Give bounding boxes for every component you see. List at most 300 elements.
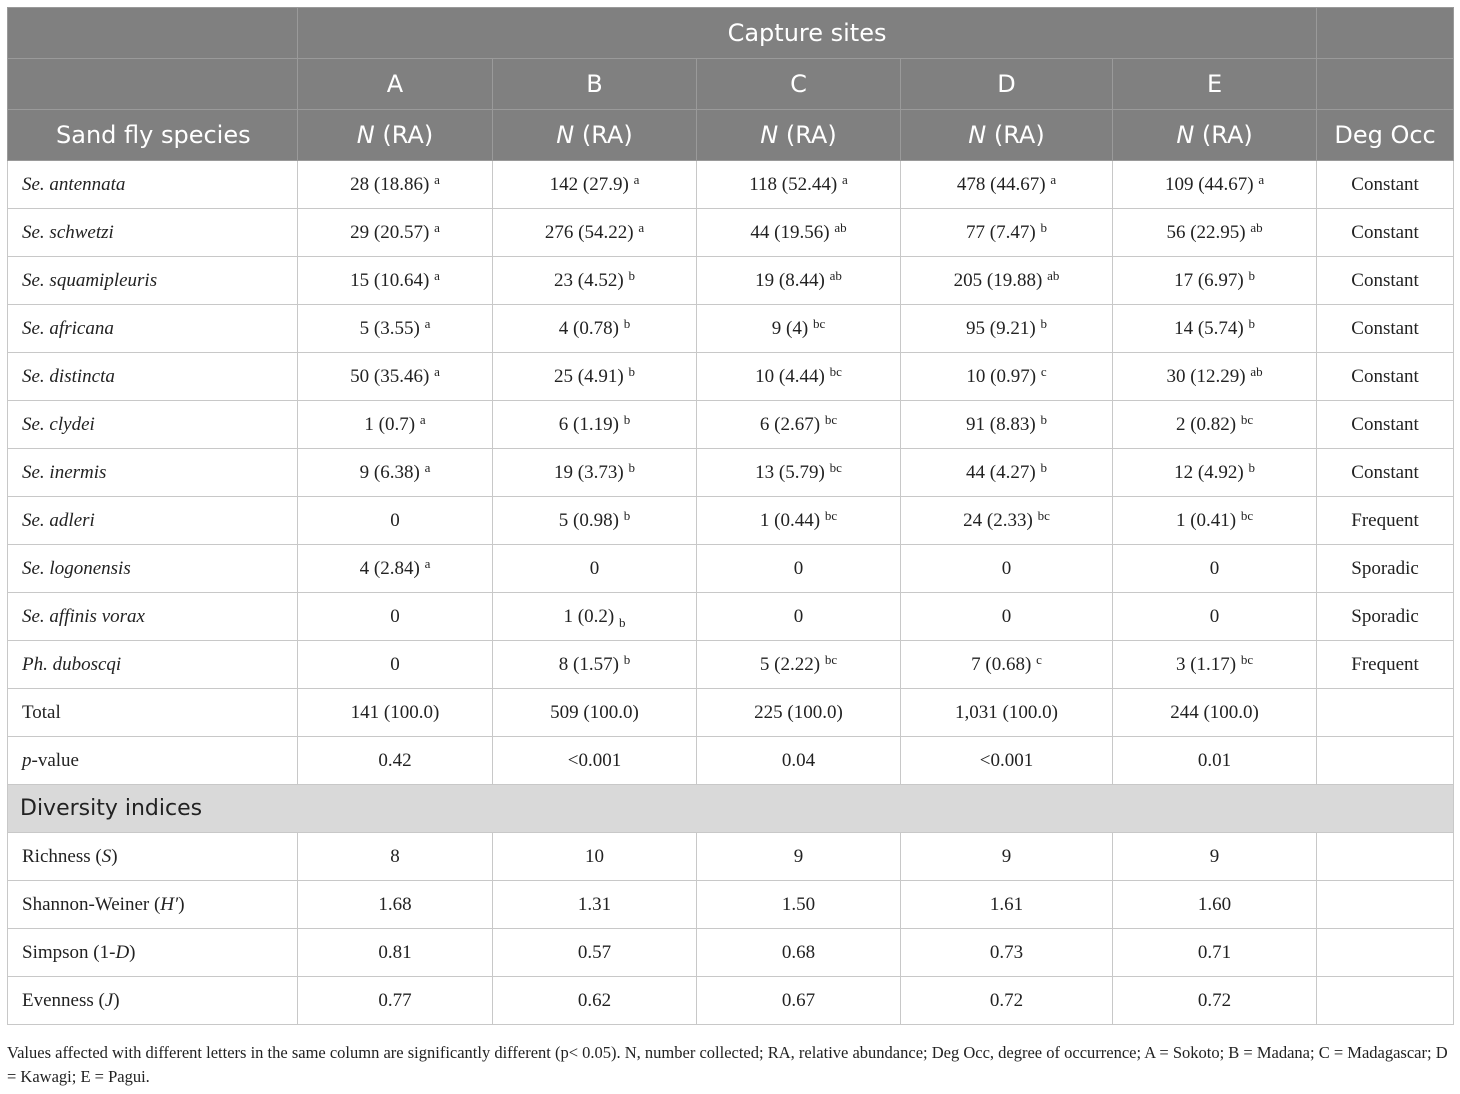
- site-header: C: [697, 59, 901, 110]
- diversity-row: [8, 977, 1454, 1025]
- count-value: 1 (0.44): [759, 509, 821, 531]
- significance-letter: bc: [1240, 507, 1254, 523]
- n-ra-rest: (RA): [778, 121, 837, 149]
- diversity-cell: [298, 929, 493, 977]
- pvalue-cell: [493, 737, 697, 785]
- significance-letter: a: [424, 555, 431, 571]
- diversity-value: 8: [390, 845, 400, 867]
- abundance-cell: [493, 545, 697, 593]
- significance-letter: c: [1040, 363, 1047, 379]
- species-label: Ph. duboscqi: [22, 653, 122, 675]
- abundance-cell: [1113, 545, 1317, 593]
- table-row: [8, 161, 1454, 209]
- abundance-cell: [901, 449, 1113, 497]
- significance-letter: ab: [829, 267, 842, 283]
- occurrence-cell: [1317, 353, 1454, 401]
- count-value: 10 (0.97): [966, 365, 1037, 387]
- n-ra-rest: (RA): [574, 121, 633, 149]
- deg-occ-header: Deg Occ: [1317, 110, 1454, 161]
- diversity-label: [8, 833, 298, 881]
- diversity-value: 1.50: [781, 893, 816, 915]
- n-ra-header: [298, 110, 493, 161]
- significance-letter: b: [623, 507, 631, 523]
- occurrence-value: Constant: [1351, 221, 1419, 243]
- n-ra-header: [697, 110, 901, 161]
- abundance-cell: [697, 449, 901, 497]
- count-value: 2 (0.82): [1175, 413, 1237, 435]
- species-name: [8, 497, 298, 545]
- site-header: D: [901, 59, 1113, 110]
- abundance-cell: [298, 497, 493, 545]
- abundance-cell: [697, 257, 901, 305]
- significance-letter: bc: [829, 459, 842, 475]
- species-name: [8, 449, 298, 497]
- table-row: [8, 497, 1454, 545]
- total-cell: [901, 689, 1113, 737]
- count-value: 5 (3.55): [359, 317, 420, 339]
- significance-letter: b: [623, 315, 631, 331]
- count-value: 9 (4): [771, 317, 809, 339]
- count-value: 7 (0.68): [971, 653, 1032, 675]
- abundance-cell: [493, 593, 697, 641]
- diversity-cell: [901, 929, 1113, 977]
- count-value: 6 (2.67): [759, 413, 821, 435]
- diversity-label-symbol: S: [101, 845, 112, 867]
- species-name: [8, 209, 298, 257]
- species-label: Se. antennata: [22, 173, 126, 195]
- count-value: 8 (1.57): [558, 653, 619, 675]
- diversity-label-post: ): [111, 845, 118, 867]
- count-value: 9 (6.38): [359, 461, 420, 483]
- count-value: 5 (2.22): [759, 653, 821, 675]
- occurrence-value: Constant: [1351, 365, 1419, 387]
- significance-letter: a: [638, 219, 645, 235]
- diversity-label-symbol: J: [104, 989, 114, 1011]
- abundance-cell: [1113, 497, 1317, 545]
- count-value: 478 (44.67): [956, 173, 1046, 195]
- diversity-value: 1.60: [1197, 893, 1232, 915]
- diversity-value: 0.81: [378, 941, 412, 963]
- diversity-cell: [298, 881, 493, 929]
- header-empty-cell: [8, 59, 298, 110]
- diversity-value: 1.61: [989, 893, 1024, 915]
- significance-letter: b: [1248, 267, 1255, 283]
- diversity-cell: [1113, 977, 1317, 1025]
- diversity-cell: [298, 977, 493, 1025]
- diversity-row: [8, 833, 1454, 881]
- pvalue-value: <0.001: [567, 749, 622, 771]
- site-header: E: [1113, 59, 1317, 110]
- n-ra-header: [493, 110, 697, 161]
- count-value: 24 (2.33): [963, 509, 1033, 531]
- occurrence-cell: [1317, 545, 1454, 593]
- count-value: 91 (8.83): [966, 413, 1036, 435]
- count-value: 77 (7.47): [966, 221, 1036, 243]
- species-label: Se. africana: [22, 317, 114, 339]
- species-name: [8, 257, 298, 305]
- significance-letter: b: [1040, 459, 1047, 475]
- abundance-cell: [1113, 641, 1317, 689]
- significance-letter: a: [1050, 171, 1057, 187]
- diversity-cell: [1113, 929, 1317, 977]
- diversity-value: 0.72: [989, 989, 1024, 1011]
- pvalue-cell: [1113, 737, 1317, 785]
- pvalue-cell: [901, 737, 1113, 785]
- significance-letter: a: [434, 219, 440, 235]
- significance-letter: b: [628, 459, 635, 475]
- abundance-cell: [493, 449, 697, 497]
- diversity-cell: [901, 977, 1113, 1025]
- abundance-cell: [697, 161, 901, 209]
- species-name: [8, 305, 298, 353]
- diversity-value: 0.72: [1197, 989, 1232, 1011]
- n-ra-header: [1113, 110, 1317, 161]
- abundance-cell: [901, 641, 1113, 689]
- species-name: [8, 641, 298, 689]
- abundance-cell: [901, 161, 1113, 209]
- occurrence-cell: [1317, 449, 1454, 497]
- diversity-label-pre: Evenness (: [22, 989, 105, 1011]
- diversity-label-pre: Shannon-Weiner (: [22, 893, 161, 915]
- table-row: [8, 449, 1454, 497]
- diversity-value: 0.77: [378, 989, 412, 1011]
- n-ra-rest: (RA): [986, 121, 1045, 149]
- significance-letter: b: [628, 363, 635, 379]
- abundance-cell: [697, 545, 901, 593]
- n-italic: N: [356, 121, 375, 149]
- table-row: [8, 257, 1454, 305]
- occurrence-value: Sporadic: [1351, 557, 1419, 579]
- total-value: 509 (100.0): [550, 701, 639, 723]
- occurrence-cell: [1317, 497, 1454, 545]
- significance-letter: bc: [1037, 507, 1050, 523]
- table-row: [8, 593, 1454, 641]
- occurrence-cell: [1317, 209, 1454, 257]
- occurrence-value: Sporadic: [1351, 605, 1419, 627]
- diversity-value: 0.71: [1197, 941, 1232, 963]
- diversity-label-symbol: D: [115, 941, 130, 963]
- count-value: 44 (4.27): [966, 461, 1036, 483]
- species-name: [8, 161, 298, 209]
- abundance-cell: [1113, 161, 1317, 209]
- species-name: [8, 593, 298, 641]
- significance-letter: bc: [824, 507, 838, 523]
- abundance-cell: [298, 161, 493, 209]
- header-empty-cell: [8, 8, 298, 59]
- significance-letter: bc: [1240, 651, 1254, 667]
- abundance-cell: [1113, 353, 1317, 401]
- pvalue-value: 0.01: [1197, 749, 1232, 771]
- significance-letter: a: [841, 171, 848, 187]
- empty-cell: [1317, 833, 1454, 881]
- count-value: 0: [1209, 557, 1220, 579]
- count-value: 95 (9.21): [966, 317, 1036, 339]
- total-label: [8, 689, 298, 737]
- abundance-cell: [1113, 401, 1317, 449]
- significance-letter: ab: [1250, 219, 1263, 235]
- diversity-value: 9: [1209, 845, 1220, 867]
- significance-letter: ab: [1047, 267, 1060, 283]
- table-row: [8, 353, 1454, 401]
- pvalue-label-rest: -value: [31, 749, 79, 771]
- species-column-header: Sand fly species: [8, 110, 298, 161]
- site-header: A: [298, 59, 493, 110]
- count-value: 0: [793, 557, 804, 579]
- occurrence-value: Constant: [1351, 173, 1419, 195]
- species-label: Se. logonensis: [22, 557, 131, 579]
- diversity-row: [8, 881, 1454, 929]
- diversity-value: 10: [585, 845, 604, 867]
- pvalue-label: [8, 737, 298, 785]
- count-value: 30 (12.29): [1166, 365, 1246, 387]
- abundance-cell: [697, 641, 901, 689]
- diversity-value: 1.68: [378, 893, 412, 915]
- count-value: 44 (19.56): [750, 221, 830, 243]
- abundance-cell: [298, 593, 493, 641]
- count-value: 3 (1.17): [1175, 653, 1237, 675]
- count-value: 6 (1.19): [558, 413, 619, 435]
- total-cell: [697, 689, 901, 737]
- count-value: 4 (0.78): [558, 317, 619, 339]
- species-name: [8, 353, 298, 401]
- abundance-cell: [298, 257, 493, 305]
- abundance-cell: [493, 497, 697, 545]
- empty-cell: [1317, 977, 1454, 1025]
- occurrence-value: Constant: [1351, 269, 1419, 291]
- pvalue-value: 0.04: [781, 749, 816, 771]
- species-label: Se. inermis: [22, 461, 107, 483]
- significance-letter: bc: [829, 363, 842, 379]
- significance-letter: a: [424, 459, 431, 475]
- abundance-cell: [697, 353, 901, 401]
- header-empty-cell: [1317, 8, 1454, 59]
- count-value: 13 (5.79): [755, 461, 825, 483]
- abundance-cell: [901, 209, 1113, 257]
- pvalue-value: 0.42: [378, 749, 412, 771]
- diversity-label-pre: Richness (: [22, 845, 102, 867]
- pvalue-row: [8, 737, 1454, 785]
- diversity-cell: [901, 833, 1113, 881]
- count-value: 276 (54.22): [544, 221, 634, 243]
- occurrence-cell: [1317, 593, 1454, 641]
- occurrence-cell: [1317, 641, 1454, 689]
- count-value: 0: [1001, 605, 1012, 627]
- species-label: Se. clydei: [22, 413, 95, 435]
- n-italic: N: [556, 121, 575, 149]
- abundance-cell: [298, 305, 493, 353]
- abundance-cell: [298, 449, 493, 497]
- abundance-cell: [493, 641, 697, 689]
- count-value: 5 (0.98): [558, 509, 619, 531]
- abundance-cell: [697, 305, 901, 353]
- occurrence-value: Constant: [1351, 461, 1419, 483]
- n-italic: N: [760, 121, 779, 149]
- n-ra-rest: (RA): [374, 121, 434, 149]
- abundance-cell: [298, 641, 493, 689]
- occurrence-cell: [1317, 401, 1454, 449]
- occurrence-cell: [1317, 257, 1454, 305]
- significance-letter: a: [633, 171, 640, 187]
- table-header: [8, 8, 1454, 161]
- abundance-cell: [298, 545, 493, 593]
- count-value: 142 (27.9): [549, 173, 629, 195]
- occurrence-cell: [1317, 305, 1454, 353]
- abundance-cell: [1113, 209, 1317, 257]
- count-value: 0: [390, 653, 400, 675]
- count-value: 56 (22.95): [1166, 221, 1246, 243]
- diversity-cell: [493, 881, 697, 929]
- significance-letter: b: [623, 651, 631, 667]
- pvalue-cell: [298, 737, 493, 785]
- p-italic: p: [22, 749, 32, 771]
- total-value: 244 (100.0): [1170, 701, 1259, 723]
- count-value: 29 (20.57): [350, 221, 430, 243]
- diversity-row: [8, 929, 1454, 977]
- abundance-cell: [697, 497, 901, 545]
- diversity-value: 9: [1001, 845, 1012, 867]
- diversity-value: 0.62: [577, 989, 612, 1011]
- significance-letter: bc: [812, 315, 826, 331]
- diversity-label-symbol: H′: [160, 893, 179, 915]
- diversity-section-row: [8, 785, 1454, 833]
- table-footnote: Values affected with different letters in the same column are significantly different (p< 0.05). N, number collected; RA, relative abundance; Deg Occ, degree of occurrence; A = Sokoto; B = Madana; C = Madagascar; D = Kawagi; E = Pagui.: [7, 1043, 1448, 1086]
- header-empty-cell: [1317, 59, 1454, 110]
- abundance-cell: [901, 545, 1113, 593]
- count-value: 0: [1001, 557, 1012, 579]
- count-value: 0: [589, 557, 600, 579]
- count-value: 1 (0.41): [1175, 509, 1237, 531]
- species-name: [8, 545, 298, 593]
- significance-letter: bc: [824, 411, 838, 427]
- count-value: 23 (4.52): [554, 269, 624, 291]
- total-row: [8, 689, 1454, 737]
- occurrence-value: Constant: [1351, 317, 1419, 339]
- count-value: 109 (44.67): [1164, 173, 1254, 195]
- species-label: Se. adleri: [22, 509, 95, 531]
- species-name: [8, 401, 298, 449]
- empty-cell: [1317, 737, 1454, 785]
- significance-letter: a: [424, 315, 431, 331]
- count-value: 0: [390, 509, 400, 531]
- total-label-text: Total: [22, 701, 61, 723]
- significance-letter: a: [434, 363, 440, 379]
- diversity-cell: [697, 977, 901, 1025]
- significance-letter: b: [1040, 411, 1047, 427]
- significance-letter: a: [434, 267, 440, 283]
- diversity-cell: [697, 833, 901, 881]
- abundance-cell: [298, 209, 493, 257]
- table-row: [8, 305, 1454, 353]
- site-header: B: [493, 59, 697, 110]
- abundance-cell: [493, 161, 697, 209]
- abundance-cell: [1113, 449, 1317, 497]
- empty-cell: [1317, 689, 1454, 737]
- n-ra-rest: (RA): [1194, 121, 1253, 149]
- count-value: 19 (8.44): [755, 269, 825, 291]
- species-label: Se. schwetzi: [22, 221, 114, 243]
- abundance-cell: [493, 353, 697, 401]
- table-container: [7, 7, 1453, 1025]
- significance-letter: bc: [1240, 411, 1254, 427]
- significance-letter: b: [1248, 459, 1255, 475]
- total-cell: [493, 689, 697, 737]
- significance-letter: a: [419, 411, 426, 427]
- significance-letter: b: [1040, 315, 1047, 331]
- diversity-label-post: ): [178, 893, 185, 915]
- abundance-cell: [493, 401, 697, 449]
- capture-sites-header: Capture sites: [298, 8, 1317, 59]
- diversity-cell: [1113, 833, 1317, 881]
- species-label: Se. affinis vorax: [22, 605, 145, 627]
- total-cell: [1113, 689, 1317, 737]
- diversity-label-post: ): [113, 989, 120, 1011]
- count-value: 118 (52.44): [749, 173, 838, 195]
- count-value: 10 (4.44): [755, 365, 825, 387]
- count-value: 0: [1209, 605, 1220, 627]
- table-row: [8, 209, 1454, 257]
- count-value: 1 (0.7): [364, 413, 416, 435]
- abundance-cell: [697, 209, 901, 257]
- significance-letter: b: [618, 614, 626, 630]
- count-value: 205 (19.88): [953, 269, 1043, 291]
- diversity-value: 0.68: [781, 941, 816, 963]
- abundance-cell: [1113, 257, 1317, 305]
- table-row: [8, 641, 1454, 689]
- total-cell: [298, 689, 493, 737]
- diversity-value: 9: [793, 845, 804, 867]
- diversity-cell: [493, 977, 697, 1025]
- diversity-cell: [298, 833, 493, 881]
- significance-letter: ab: [834, 219, 847, 235]
- diversity-value: 0.73: [989, 941, 1024, 963]
- n-italic: N: [968, 121, 987, 149]
- diversity-cell: [901, 881, 1113, 929]
- empty-cell: [1317, 881, 1454, 929]
- total-value: 141 (100.0): [350, 701, 440, 723]
- diversity-label-pre: Simpson (1-: [22, 941, 116, 963]
- n-italic: N: [1176, 121, 1195, 149]
- total-value: 1,031 (100.0): [955, 701, 1058, 723]
- diversity-cell: [1113, 881, 1317, 929]
- count-value: 50 (35.46): [350, 365, 430, 387]
- diversity-label-post: ): [129, 941, 136, 963]
- abundance-cell: [298, 401, 493, 449]
- significance-letter: ab: [1250, 363, 1263, 379]
- significance-letter: b: [1040, 219, 1047, 235]
- count-value: 28 (18.86): [350, 173, 430, 195]
- abundance-cell: [901, 497, 1113, 545]
- significance-letter: a: [434, 171, 440, 187]
- table-body: [8, 161, 1454, 1025]
- pvalue-cell: [697, 737, 901, 785]
- abundance-cell: [493, 257, 697, 305]
- count-value: 15 (10.64): [350, 269, 430, 291]
- pvalue-value: <0.001: [979, 749, 1034, 771]
- significance-letter: b: [628, 267, 635, 283]
- diversity-section-title: Diversity indices: [8, 785, 1454, 833]
- count-value: 19 (3.73): [554, 461, 624, 483]
- significance-letter: bc: [824, 651, 838, 667]
- occurrence-value: Constant: [1351, 413, 1419, 435]
- abundance-cell: [298, 353, 493, 401]
- abundance-cell: [697, 401, 901, 449]
- abundance-cell: [493, 305, 697, 353]
- table-row: [8, 545, 1454, 593]
- diversity-cell: [493, 929, 697, 977]
- count-value: 4 (2.84): [359, 557, 420, 579]
- significance-letter: b: [1248, 315, 1255, 331]
- abundance-cell: [697, 593, 901, 641]
